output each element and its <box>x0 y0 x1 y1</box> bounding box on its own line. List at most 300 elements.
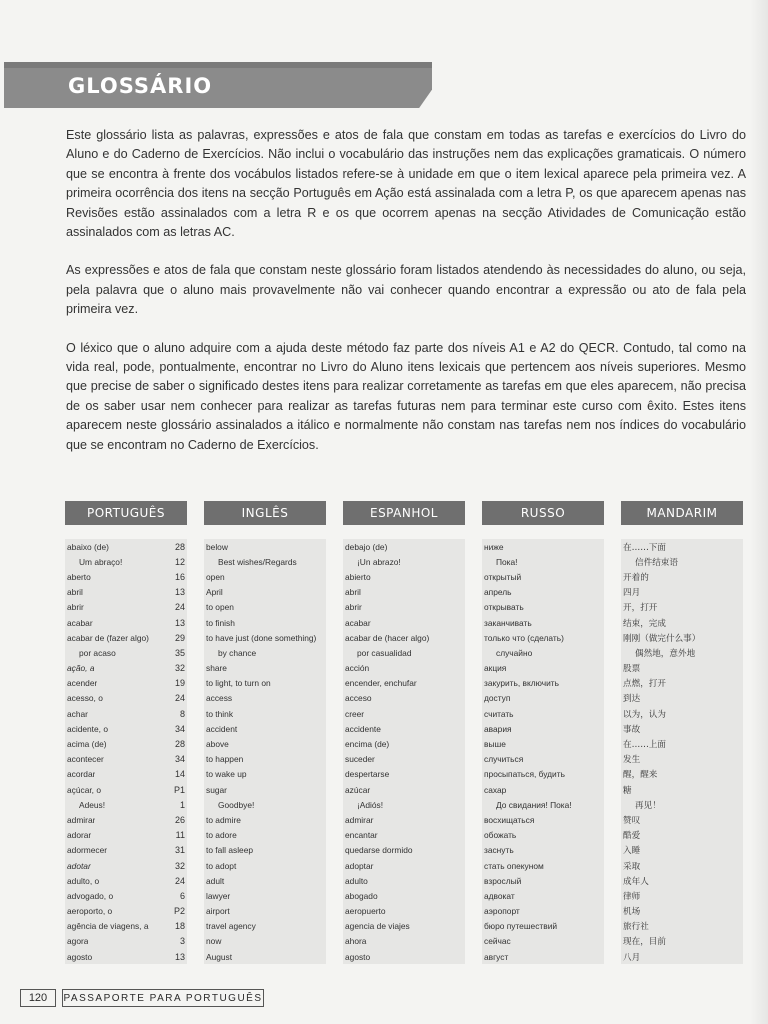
glossary-translation: to finish <box>206 617 235 628</box>
glossary-row-espanhol <box>345 934 463 949</box>
glossary-row-portugues <box>67 539 185 554</box>
glossary-row-mandarim <box>623 828 741 843</box>
glossary-row-russo <box>484 691 602 706</box>
glossary-row-mandarim <box>623 736 741 751</box>
glossary-row-portugues <box>67 873 185 888</box>
glossary-row-portugues <box>67 691 185 706</box>
glossary-translation: 在……下面 <box>623 542 666 553</box>
glossary-row-ingles <box>206 797 324 812</box>
glossary-row-mandarim <box>623 539 741 554</box>
glossary-row-mandarim <box>623 888 741 903</box>
column-header-mandarim: MANDARIM <box>621 501 743 525</box>
glossary-row-espanhol <box>345 888 463 903</box>
list-portugues <box>65 539 187 964</box>
glossary-translation: открытый <box>484 571 522 582</box>
glossary-translation: to have just (done something) <box>206 632 317 643</box>
glossary-unit-number: 24 <box>174 875 185 886</box>
glossary-row-ingles <box>206 767 324 782</box>
glossary-translation: abril <box>345 587 361 598</box>
glossary-unit-number: 28 <box>174 739 185 750</box>
glossary-translation: Goodbye! <box>218 799 255 810</box>
glossary-term: abril <box>67 587 83 598</box>
glossary-row-ingles <box>206 843 324 858</box>
glossary-translation: accidente <box>345 723 381 734</box>
glossary-row-mandarim <box>623 767 741 782</box>
glossary-row-portugues <box>67 843 185 858</box>
glossary-row-espanhol <box>345 736 463 751</box>
glossary-row-ingles <box>206 554 324 569</box>
glossary-translation: acabar de (hacer algo) <box>345 632 430 643</box>
glossary-row-espanhol <box>345 645 463 660</box>
glossary-translation: below <box>206 541 228 552</box>
glossary-translation: 现在，目前 <box>623 937 666 948</box>
glossary-row-portugues <box>67 600 185 615</box>
glossary-row-mandarim <box>623 873 741 888</box>
glossary-translation: acabar <box>345 617 371 628</box>
glossary-row-russo <box>484 949 602 964</box>
glossary-unit-number: 26 <box>174 814 185 825</box>
glossary-unit-number: 35 <box>174 647 185 658</box>
glossary-row-portugues <box>67 736 185 751</box>
glossary-row-espanhol <box>345 691 463 706</box>
glossary-translation: agosto <box>345 951 371 962</box>
column-espanhol <box>343 501 465 964</box>
glossary-translation: считать <box>484 708 514 719</box>
glossary-row-espanhol <box>345 569 463 584</box>
column-header-russo: RUSSO <box>482 501 604 525</box>
glossary-translation: только что (сделать) <box>484 632 564 643</box>
glossary-unit-number: 13 <box>174 617 185 628</box>
glossary-translation: 醒，醒来 <box>623 770 658 781</box>
page-title: GLOSSÁRIO <box>68 74 213 98</box>
glossary-row-portugues <box>67 645 185 660</box>
glossary-row-ingles <box>206 873 324 888</box>
glossary-term: acender <box>67 678 98 689</box>
glossary-translation: to adopt <box>206 860 237 871</box>
glossary-row-espanhol <box>345 797 463 812</box>
glossary-unit-number: 13 <box>174 587 185 598</box>
glossary-row-russo <box>484 539 602 554</box>
glossary-row-portugues <box>67 919 185 934</box>
glossary-translation: восхищаться <box>484 814 535 825</box>
glossary-translation: ¡Un abrazo! <box>357 556 401 567</box>
glossary-row-mandarim <box>623 919 741 934</box>
glossary-term: Um abraço! <box>79 556 123 567</box>
glossary-row-russo <box>484 782 602 797</box>
column-russo <box>482 501 604 964</box>
glossary-row-ingles <box>206 888 324 903</box>
glossary-row-ingles <box>206 615 324 630</box>
glossary-row-russo <box>484 828 602 843</box>
glossary-translation: До свидания! Пока! <box>496 799 572 810</box>
glossary-unit-number: 16 <box>174 571 185 582</box>
glossary-row-espanhol <box>345 585 463 600</box>
page-number: 120 <box>20 989 56 1007</box>
glossary-unit-number: 34 <box>174 723 185 734</box>
glossary-translation: 入睡 <box>623 846 641 857</box>
glossary-translation: encantar <box>345 830 378 841</box>
glossary-row-mandarim <box>623 843 741 858</box>
glossary-row-espanhol <box>345 554 463 569</box>
glossary-row-portugues <box>67 630 185 645</box>
glossary-row-mandarim <box>623 600 741 615</box>
column-mandarim <box>621 501 743 964</box>
glossary-unit-number: 12 <box>174 556 185 567</box>
glossary-term: advogado, o <box>67 890 114 901</box>
glossary-row-espanhol <box>345 949 463 964</box>
glossary-row-portugues <box>67 661 185 676</box>
glossary-translation: взрослый <box>484 875 522 886</box>
glossary-row-ingles <box>206 828 324 843</box>
glossary-translation: August <box>206 951 233 962</box>
glossary-translation: aeropuerto <box>345 906 386 917</box>
glossary-translation: accident <box>206 723 238 734</box>
glossary-row-portugues <box>67 949 185 964</box>
glossary-row-espanhol <box>345 782 463 797</box>
glossary-row-mandarim <box>623 904 741 919</box>
glossary-row-portugues <box>67 782 185 797</box>
glossary-translation: 偶然地，意外地 <box>635 648 696 659</box>
glossary-translation: 在……上面 <box>623 740 666 751</box>
glossary-translation: 机场 <box>623 907 641 918</box>
glossary-row-ingles <box>206 661 324 676</box>
glossary-row-portugues <box>67 934 185 949</box>
glossary-translation: 成年人 <box>623 876 649 887</box>
glossary-row-russo <box>484 904 602 919</box>
glossary-translation: to admire <box>206 814 241 825</box>
glossary-row-ingles <box>206 630 324 645</box>
glossary-row-espanhol <box>345 615 463 630</box>
glossary-translation: ¡Adiós! <box>357 799 384 810</box>
glossary-unit-number: 32 <box>174 860 185 871</box>
glossary-row-portugues <box>67 797 185 812</box>
glossary-translation: заснуть <box>484 845 514 856</box>
glossary-translation: 采取 <box>623 861 641 872</box>
glossary-translation: 八月 <box>623 952 641 963</box>
column-portugues <box>65 501 187 964</box>
glossary-translation: suceder <box>345 754 375 765</box>
glossary-unit-number: 8 <box>179 708 185 719</box>
glossary-row-espanhol <box>345 858 463 873</box>
glossary-row-mandarim <box>623 752 741 767</box>
glossary-translation: acceso <box>345 693 372 704</box>
glossary-row-espanhol <box>345 676 463 691</box>
glossary-row-portugues <box>67 706 185 721</box>
glossary-translation: 糖 <box>623 785 632 796</box>
glossary-row-ingles <box>206 676 324 691</box>
glossary-row-russo <box>484 706 602 721</box>
glossary-term: acesso, o <box>67 693 103 704</box>
glossary-unit-number: 3 <box>179 936 185 947</box>
glossary-term: adotar <box>67 860 91 871</box>
glossary-translation: por casualidad <box>357 647 412 658</box>
glossary-translation: обожать <box>484 830 517 841</box>
glossary-row-mandarim <box>623 934 741 949</box>
glossary-row-ingles <box>206 858 324 873</box>
column-header-espanhol: ESPANHOL <box>343 501 465 525</box>
glossary-row-mandarim <box>623 949 741 964</box>
glossary-term: aeroporto, o <box>67 906 113 917</box>
glossary-row-mandarim <box>623 569 741 584</box>
glossary-translation: abrir <box>345 602 362 613</box>
glossary-term: por acaso <box>79 647 116 658</box>
intro-text <box>66 126 746 474</box>
glossary-row-espanhol <box>345 630 463 645</box>
glossary-translation: аэропорт <box>484 906 520 917</box>
glossary-translation: случайно <box>496 647 533 658</box>
list-ingles <box>204 539 326 964</box>
glossary-row-portugues <box>67 888 185 903</box>
glossary-row-portugues <box>67 585 185 600</box>
glossary-row-russo <box>484 934 602 949</box>
glossary-row-mandarim <box>623 585 741 600</box>
glossary-translation: 赞叹 <box>623 815 641 826</box>
glossary-unit-number: 31 <box>174 845 185 856</box>
glossary-unit-number: 19 <box>174 678 185 689</box>
glossary-term: adorar <box>67 830 92 841</box>
glossary-row-espanhol <box>345 873 463 888</box>
glossary-row-ingles <box>206 721 324 736</box>
glossary-row-ingles <box>206 904 324 919</box>
glossary-row-ingles <box>206 706 324 721</box>
glossary-translation: agencia de viajes <box>345 921 410 932</box>
glossary-row-ingles <box>206 812 324 827</box>
glossary-unit-number: 18 <box>174 921 185 932</box>
glossary-row-russo <box>484 615 602 630</box>
glossary-row-mandarim <box>623 858 741 873</box>
glossary-translation: to fall asleep <box>206 845 254 856</box>
list-espanhol <box>343 539 465 964</box>
glossary-translation: encima (de) <box>345 739 390 750</box>
glossary-translation: 点燃，打开 <box>623 679 666 690</box>
glossary-translation: случиться <box>484 754 524 765</box>
glossary-row-russo <box>484 767 602 782</box>
glossary-translation: 酷爱 <box>623 831 641 842</box>
glossary-row-portugues <box>67 828 185 843</box>
glossary-translation: 股票 <box>623 664 641 675</box>
glossary-term: aberto <box>67 571 91 582</box>
glossary-row-mandarim <box>623 554 741 569</box>
glossary-translation: by chance <box>218 647 257 658</box>
glossary-row-russo <box>484 858 602 873</box>
book-title: PASSAPORTE PARA PORTUGUÊS <box>62 989 264 1007</box>
glossary-translation: стать опекуном <box>484 860 544 871</box>
glossary-translation: airport <box>206 906 230 917</box>
glossary-row-ingles <box>206 949 324 964</box>
glossary-term: acordar <box>67 769 96 780</box>
glossary-translation: ниже <box>484 541 504 552</box>
column-ingles <box>204 501 326 964</box>
glossary-row-portugues <box>67 721 185 736</box>
glossary-term: adormecer <box>67 845 108 856</box>
glossary-term: acabar <box>67 617 93 628</box>
glossary-row-mandarim <box>623 691 741 706</box>
glossary-unit-number: 28 <box>174 541 185 552</box>
glossary-row-ingles <box>206 539 324 554</box>
glossary-translation: admirar <box>345 814 374 825</box>
glossary-row-russo <box>484 797 602 812</box>
glossary-translation: 刚刚（做完什么事） <box>623 633 701 644</box>
glossary-row-mandarim <box>623 676 741 691</box>
glossary-unit-number: 11 <box>175 830 185 841</box>
glossary-translation: adoptar <box>345 860 374 871</box>
glossary-unit-number: 6 <box>179 890 185 901</box>
glossary-term: ação, a <box>67 663 95 674</box>
glossary-translation: to wake up <box>206 769 247 780</box>
glossary-row-espanhol <box>345 828 463 843</box>
glossary-row-russo <box>484 752 602 767</box>
glossary-unit-number: 1 <box>179 799 185 810</box>
glossary-unit-number: P2 <box>173 906 185 917</box>
glossary-row-ingles <box>206 600 324 615</box>
glossary-translation: авария <box>484 723 512 734</box>
glossary-term: acontecer <box>67 754 104 765</box>
glossary-translation: adulto <box>345 875 368 886</box>
glossary-translation: просыпаться, будить <box>484 769 565 780</box>
glossary-row-mandarim <box>623 706 741 721</box>
glossary-row-russo <box>484 736 602 751</box>
glossary-unit-number: 24 <box>174 693 185 704</box>
glossary-row-espanhol <box>345 661 463 676</box>
glossary-row-russo <box>484 888 602 903</box>
list-russo <box>482 539 604 964</box>
glossary-translation: сейчас <box>484 936 511 947</box>
column-header-portugues: PORTUGUÊS <box>65 501 187 525</box>
glossary-translation: sugar <box>206 784 227 795</box>
glossary-translation: 再见！ <box>635 800 661 811</box>
glossary-row-ingles <box>206 569 324 584</box>
glossary-translation: 事故 <box>623 724 641 735</box>
glossary-term: agora <box>67 936 89 947</box>
glossary-term: admirar <box>67 814 96 825</box>
glossary-translation: 旅行社 <box>623 922 649 933</box>
glossary-row-espanhol <box>345 600 463 615</box>
glossary-row-portugues <box>67 615 185 630</box>
glossary-row-ingles <box>206 934 324 949</box>
glossary-row-russo <box>484 873 602 888</box>
glossary-row-russo <box>484 843 602 858</box>
glossary-row-ingles <box>206 782 324 797</box>
glossary-translation: adult <box>206 875 225 886</box>
glossary-translation: above <box>206 739 229 750</box>
glossary-translation: Best wishes/Regards <box>218 556 297 567</box>
glossary-unit-number: 13 <box>174 951 185 962</box>
glossary-row-portugues <box>67 752 185 767</box>
glossary-translation: creer <box>345 708 365 719</box>
glossary-translation: travel agency <box>206 921 256 932</box>
glossary-translation: открывать <box>484 602 524 613</box>
glossary-row-russo <box>484 554 602 569</box>
glossary-row-portugues <box>67 904 185 919</box>
glossary-translation: 以为，认为 <box>623 709 666 720</box>
glossary-row-portugues <box>67 858 185 873</box>
glossary-term: adulto, o <box>67 875 100 886</box>
glossary-row-russo <box>484 585 602 600</box>
glossary-term: agência de viagens, a <box>67 921 149 932</box>
glossary-translation: lawyer <box>206 890 231 901</box>
glossary-row-ingles <box>206 752 324 767</box>
glossary-row-espanhol <box>345 721 463 736</box>
glossary-translation: now <box>206 936 222 947</box>
glossary-translation: 开着的 <box>623 572 649 583</box>
glossary-row-ingles <box>206 691 324 706</box>
page-edge-shadow <box>750 0 768 1024</box>
glossary-row-portugues <box>67 812 185 827</box>
glossary-translation: abierto <box>345 571 371 582</box>
glossary-translation: 到达 <box>623 694 641 705</box>
glossary-unit-number: 24 <box>174 602 185 613</box>
intro-paragraph-3: O léxico que o aluno adquire com a ajuda deste método faz parte dos níveis A1 e A2 do QECR. Contudo, tal como na vida real, pode, pontualmente, encontrar no Livro do Aluno itens lexicais que pertencem aos níveis superiores. Mesmo que precise de saber o significado destes itens para realizar corretamente as tarefas em que eles aparecem, não precisa de os saber usar nem conhecer para realizar as tarefas futuras nem para terminar este curso com êxito. Estes itens aparecem neste glossário assinalados a itálico e normalmente não constam nas tarefas nem nos índices do vocabulário que se encontram no Caderno de Exercícios. <box>66 340 746 452</box>
glossary-translation: to happen <box>206 754 244 765</box>
glossary-unit-number: 32 <box>174 663 185 674</box>
glossary-translation: ahora <box>345 936 367 947</box>
glossary-term: abaixo (de) <box>67 541 109 552</box>
glossary-row-portugues <box>67 767 185 782</box>
glossary-translation: 发生 <box>623 755 641 766</box>
glossary-translation: выше <box>484 739 506 750</box>
glossary-row-portugues <box>67 554 185 569</box>
glossary-translation: 开，打开 <box>623 603 658 614</box>
glossary-translation: acción <box>345 663 370 674</box>
glossary-term: Adeus! <box>79 799 106 810</box>
glossary-translation: to think <box>206 708 234 719</box>
glossary-translation: share <box>206 663 227 674</box>
glossary-translation: quedarse dormido <box>345 845 413 856</box>
glossary-row-russo <box>484 645 602 660</box>
glossary-translation: 信件结束语 <box>635 557 678 568</box>
glossary-row-espanhol <box>345 767 463 782</box>
glossary-row-russo <box>484 721 602 736</box>
glossary-row-mandarim <box>623 812 741 827</box>
glossary-translation: azúcar <box>345 784 371 795</box>
glossary-row-espanhol <box>345 706 463 721</box>
glossary-translation: сахар <box>484 784 507 795</box>
glossary-translation: despertarse <box>345 769 390 780</box>
glossary-term: açúcar, o <box>67 784 101 795</box>
glossary-translation: 结束，完成 <box>623 618 666 629</box>
glossary-term: achar <box>67 708 88 719</box>
glossary-row-mandarim <box>623 661 741 676</box>
glossary-row-mandarim <box>623 630 741 645</box>
glossary-row-espanhol <box>345 812 463 827</box>
glossary-term: abrir <box>67 602 84 613</box>
glossary-row-russo <box>484 630 602 645</box>
glossary-translation: Пока! <box>496 556 518 567</box>
glossary-translation: апрель <box>484 587 512 598</box>
glossary-row-espanhol <box>345 904 463 919</box>
glossary-row-russo <box>484 569 602 584</box>
glossary-translation: заканчивать <box>484 617 532 628</box>
list-mandarim <box>621 539 743 964</box>
glossary-term: acidente, o <box>67 723 108 734</box>
glossary-row-russo <box>484 600 602 615</box>
glossary-row-ingles <box>206 919 324 934</box>
glossary-translation: access <box>206 693 233 704</box>
glossary-term: acima (de) <box>67 739 107 750</box>
glossary-row-russo <box>484 676 602 691</box>
glossary-row-portugues <box>67 676 185 691</box>
glossary-row-ingles <box>206 736 324 751</box>
glossary-translation: to light, to turn on <box>206 678 271 689</box>
glossary-row-espanhol <box>345 752 463 767</box>
glossary-row-mandarim <box>623 721 741 736</box>
glossary-row-mandarim <box>623 615 741 630</box>
glossary-translation: abogado <box>345 890 378 901</box>
glossary-row-russo <box>484 661 602 676</box>
glossary-row-espanhol <box>345 919 463 934</box>
glossary-row-espanhol <box>345 843 463 858</box>
intro-paragraph-1: Este glossário lista as palavras, expressões e atos de fala que constam em todas as tarefas e exercícios do Livro do Aluno e do Caderno de Exercícios. Não inclui o vocabulário das instruções nem das explicações gramaticais. O número que se encontra à frente dos vocábulos listados refere-se à unidade em que o item lexical aparece pela primeira vez. A primeira ocorrência dos itens na secção Português em Ação está assinalada com a letra P, os que aparecem apenas nas Revisões estão assinalados com a letra R e os que ocorrem apenas na secção Atividades de Comunicação estão assinalados com as letras AC. <box>66 128 746 240</box>
